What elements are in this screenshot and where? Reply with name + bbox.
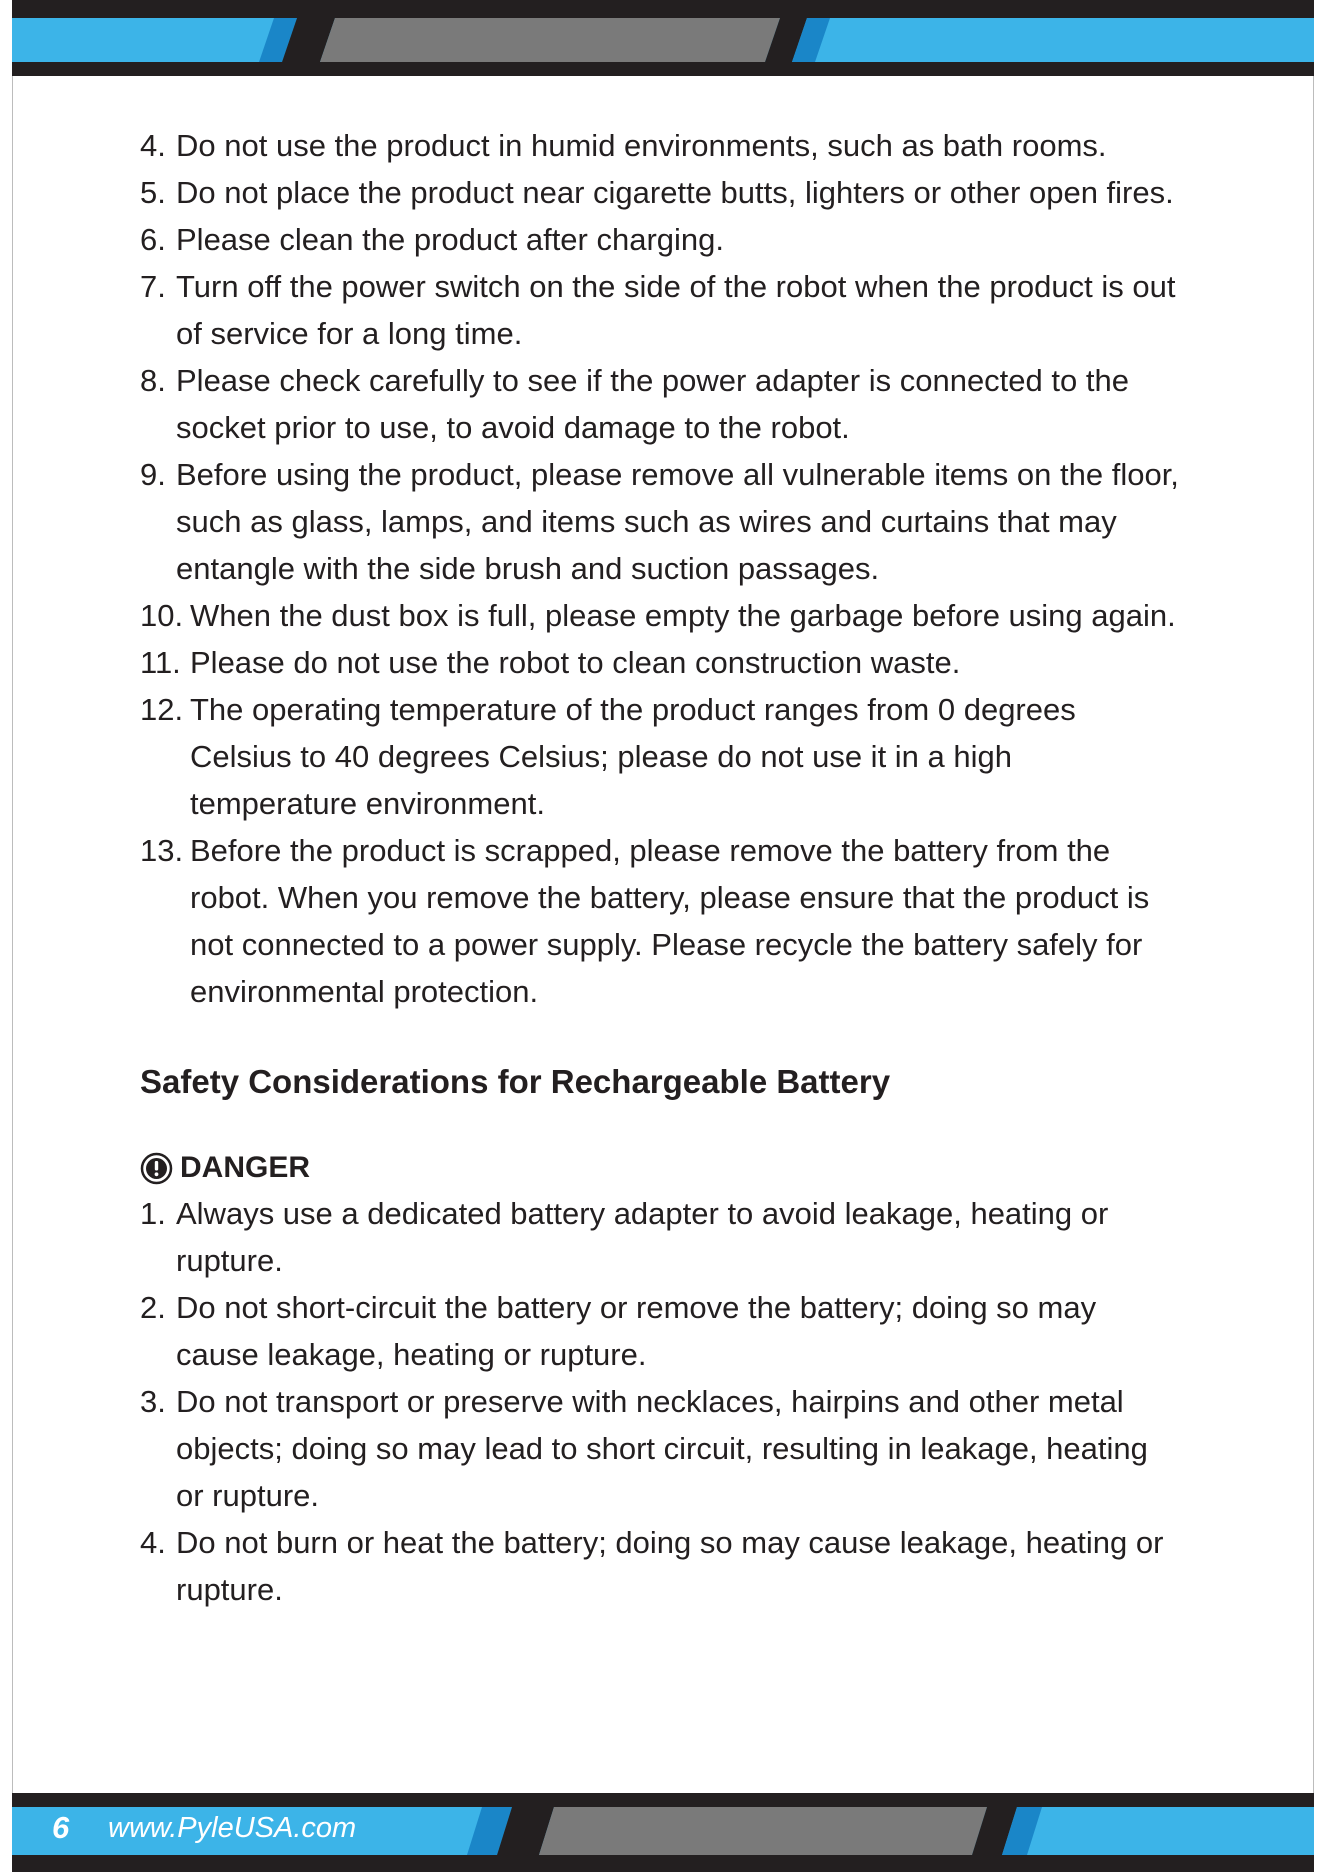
item-text: Do not short-circuit the battery or remove the battery; doing so may cause leakage, heating or rupture.: [176, 1290, 1097, 1372]
list-item: [140, 1284, 1180, 1378]
item-text: Please clean the product after charging.: [176, 222, 725, 257]
item-number: 5.: [140, 175, 166, 210]
list-item: [140, 122, 1180, 169]
item-text: Before the product is scrapped, please remove the battery from the robot. When you remove the battery, please ensure that the product is not connected to a power supply. Please recycle the battery safely for environmental protection.: [190, 833, 1150, 1009]
main-content: [140, 122, 1180, 1613]
danger-label: DANGER: [180, 1151, 311, 1184]
list-item: [140, 216, 1180, 263]
item-text: Always use a dedicated battery adapter to avoid leakage, heating or rupture.: [176, 1196, 1109, 1278]
page-number: 6: [52, 1810, 70, 1845]
item-number: 1.: [140, 1196, 166, 1231]
list-item: [140, 263, 1180, 357]
item-text: Do not transport or preserve with necklaces, hairpins and other metal objects; doing so may lead to short circuit, resulting in leakage, heating or rupture.: [176, 1384, 1148, 1513]
safety-list: [140, 122, 1180, 1015]
item-number: 7.: [140, 269, 166, 304]
list-item: [140, 357, 1180, 451]
item-number: 6.: [140, 222, 166, 257]
danger-list: [140, 1190, 1180, 1613]
list-item: [140, 1190, 1180, 1284]
item-number: 3.: [140, 1384, 166, 1419]
item-number: 4.: [140, 128, 166, 163]
item-number: 2.: [140, 1290, 166, 1325]
website-link[interactable]: www.PyleUSA.com: [108, 1812, 357, 1844]
item-text: Turn off the power switch on the side of the robot when the product is out of service for a long time.: [176, 269, 1176, 351]
item-number: 8.: [140, 363, 166, 398]
item-text: Before using the product, please remove all vulnerable items on the floor, such as glass, lamps, and items such as wires and curtains that may entangle with the side brush and suction passages.: [176, 457, 1179, 586]
list-item: [140, 1378, 1180, 1519]
item-text: Please check carefully to see if the power adapter is connected to the socket prior to use, to avoid damage to the robot.: [176, 363, 1129, 445]
item-text: The operating temperature of the product ranges from 0 degrees Celsius to 40 degrees Celsius; please do not use it in a high temperature environment.: [190, 692, 1076, 821]
list-item: [140, 827, 1180, 1015]
danger-heading: [140, 1146, 1180, 1190]
list-item: [140, 639, 1180, 686]
item-number: 13.: [140, 833, 184, 868]
item-text: Do not burn or heat the battery; doing so may cause leakage, heating or rupture.: [176, 1525, 1164, 1607]
item-text: Do not use the product in humid environments, such as bath rooms.: [176, 128, 1107, 163]
list-item: [140, 686, 1180, 827]
list-item: [140, 1519, 1180, 1613]
item-number: 4.: [140, 1525, 166, 1560]
list-item: [140, 592, 1180, 639]
list-item: [140, 451, 1180, 592]
item-text: Do not place the product near cigarette butts, lighters or other open fires.: [176, 175, 1174, 210]
header-band: [12, 0, 1314, 76]
item-number: 11.: [140, 645, 181, 680]
list-item: [140, 169, 1180, 216]
item-number: 10.: [140, 598, 184, 633]
section-title: Safety Considerations for Rechargeable Battery: [140, 1063, 891, 1100]
exclamation-circle-icon: [140, 1152, 173, 1185]
item-text: Please do not use the robot to clean construction waste.: [190, 645, 961, 680]
item-text: When the dust box is full, please empty the garbage before using again.: [190, 598, 1176, 633]
item-number: 12.: [140, 692, 184, 727]
item-number: 9.: [140, 457, 166, 492]
